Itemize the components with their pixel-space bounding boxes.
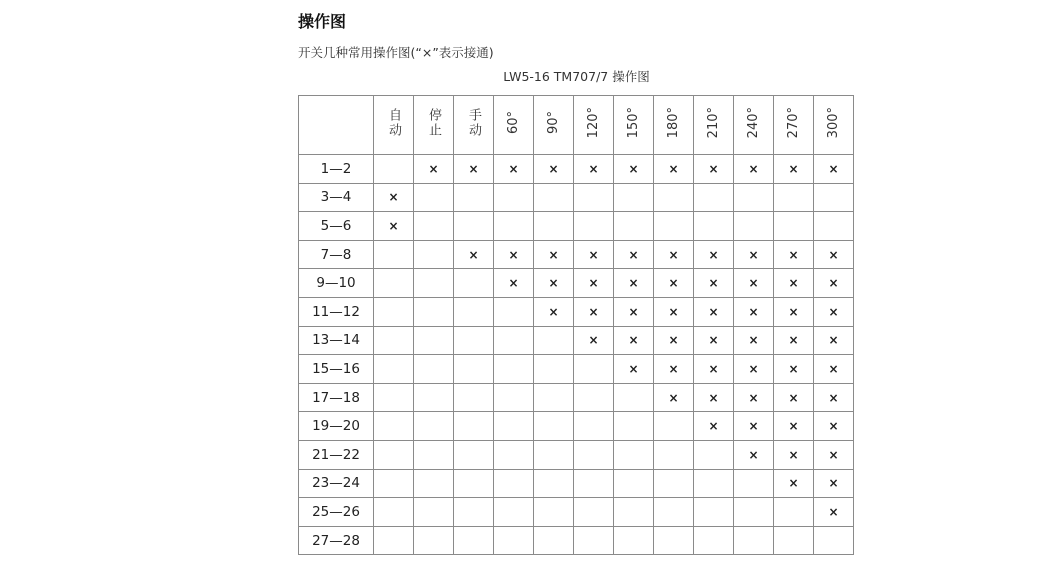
position-cell — [494, 412, 534, 441]
closed-mark: × — [588, 276, 599, 291]
position-cell — [654, 297, 694, 326]
closed-mark: × — [588, 247, 599, 262]
position-cell — [814, 440, 854, 469]
position-cell — [494, 498, 534, 527]
position-cell — [814, 355, 854, 384]
contact-pair-label: 21—22 — [299, 440, 374, 469]
closed-mark: × — [548, 161, 559, 176]
closed-mark: × — [588, 304, 599, 319]
position-cell — [454, 355, 494, 384]
diagram-description: 开关几种常用操作图(“×”表示接通) — [298, 45, 494, 60]
position-cell — [374, 440, 414, 469]
position-cell — [734, 240, 774, 269]
position-cell — [414, 498, 454, 527]
position-cell — [654, 383, 694, 412]
closed-mark: × — [668, 333, 679, 348]
closed-mark: × — [788, 419, 799, 434]
position-cell — [654, 212, 694, 241]
position-cell — [414, 383, 454, 412]
closed-mark: × — [748, 247, 759, 262]
closed-mark: × — [628, 304, 639, 319]
column-header-label: 60° — [506, 111, 521, 135]
position-cell — [574, 269, 614, 298]
position-cell — [614, 297, 654, 326]
position-cell — [574, 469, 614, 498]
position-cell — [614, 383, 654, 412]
column-header — [614, 96, 654, 155]
position-cell — [494, 526, 534, 555]
position-cell — [374, 240, 414, 269]
column-header — [654, 96, 694, 155]
position-cell — [494, 240, 534, 269]
closed-mark: × — [828, 419, 839, 434]
position-cell — [414, 240, 454, 269]
position-cell — [814, 212, 854, 241]
position-cell — [654, 412, 694, 441]
position-cell — [454, 412, 494, 441]
position-cell — [454, 155, 494, 184]
position-cell — [614, 212, 654, 241]
column-header-label: 300° — [826, 107, 841, 139]
position-cell — [414, 155, 454, 184]
closed-mark: × — [668, 247, 679, 262]
position-cell — [454, 297, 494, 326]
column-header — [414, 96, 454, 155]
contact-pair-label: 15—16 — [299, 355, 374, 384]
position-cell — [614, 498, 654, 527]
corner-cell — [299, 96, 374, 155]
closed-mark: × — [788, 333, 799, 348]
closed-mark: × — [828, 476, 839, 491]
closed-mark: × — [668, 361, 679, 376]
position-cell — [774, 526, 814, 555]
table-body — [299, 155, 854, 555]
position-cell — [454, 212, 494, 241]
position-cell — [574, 155, 614, 184]
table-row — [299, 440, 854, 469]
contact-pair-label: 19—20 — [299, 412, 374, 441]
position-cell — [534, 297, 574, 326]
closed-mark: × — [668, 161, 679, 176]
position-cell — [654, 469, 694, 498]
closed-mark: × — [548, 304, 559, 319]
position-cell — [574, 412, 614, 441]
position-cell — [494, 355, 534, 384]
position-cell — [694, 326, 734, 355]
closed-mark: × — [628, 361, 639, 376]
position-cell — [454, 326, 494, 355]
closed-mark: × — [828, 304, 839, 319]
position-cell — [814, 240, 854, 269]
position-cell — [774, 183, 814, 212]
table-row — [299, 212, 854, 241]
position-cell — [814, 469, 854, 498]
position-cell — [374, 269, 414, 298]
position-cell — [734, 297, 774, 326]
contact-pair-label: 27—28 — [299, 526, 374, 555]
position-cell — [814, 498, 854, 527]
position-cell — [814, 326, 854, 355]
column-header-label: 120° — [586, 107, 601, 139]
column-header — [374, 96, 414, 155]
position-cell — [574, 440, 614, 469]
position-cell — [614, 183, 654, 212]
closed-mark: × — [748, 447, 759, 462]
position-cell — [534, 212, 574, 241]
position-cell — [734, 412, 774, 441]
position-cell — [494, 383, 534, 412]
column-header-label: 手动 — [466, 108, 481, 138]
column-header-label: 270° — [786, 107, 801, 139]
position-cell — [774, 297, 814, 326]
position-cell — [374, 469, 414, 498]
position-cell — [374, 412, 414, 441]
closed-mark: × — [468, 247, 479, 262]
position-cell — [414, 269, 454, 298]
closed-mark: × — [788, 447, 799, 462]
position-cell — [574, 526, 614, 555]
closed-mark: × — [468, 161, 479, 176]
position-cell — [494, 440, 534, 469]
position-cell — [774, 269, 814, 298]
position-cell — [454, 183, 494, 212]
position-cell — [454, 269, 494, 298]
closed-mark: × — [428, 161, 439, 176]
position-cell — [374, 355, 414, 384]
table-row — [299, 326, 854, 355]
closed-mark: × — [548, 276, 559, 291]
closed-mark: × — [588, 161, 599, 176]
position-cell — [734, 326, 774, 355]
position-cell — [734, 498, 774, 527]
position-cell — [534, 269, 574, 298]
closed-mark: × — [628, 247, 639, 262]
position-cell — [814, 155, 854, 184]
closed-mark: × — [828, 276, 839, 291]
position-cell — [574, 297, 614, 326]
position-cell — [574, 183, 614, 212]
position-cell — [734, 355, 774, 384]
position-cell — [774, 212, 814, 241]
position-cell — [814, 412, 854, 441]
position-cell — [694, 526, 734, 555]
contact-pair-label: 11—12 — [299, 297, 374, 326]
position-cell — [774, 412, 814, 441]
closed-mark: × — [708, 161, 719, 176]
closed-mark: × — [588, 333, 599, 348]
position-cell — [694, 440, 734, 469]
position-cell — [614, 412, 654, 441]
position-cell — [734, 440, 774, 469]
table-row — [299, 155, 854, 184]
position-cell — [694, 469, 734, 498]
closed-mark: × — [708, 276, 719, 291]
closed-mark: × — [788, 161, 799, 176]
closed-mark: × — [748, 419, 759, 434]
position-cell — [534, 469, 574, 498]
closed-mark: × — [788, 390, 799, 405]
closed-mark: × — [828, 447, 839, 462]
closed-mark: × — [668, 390, 679, 405]
closed-mark: × — [628, 276, 639, 291]
position-cell — [774, 355, 814, 384]
position-cell — [774, 440, 814, 469]
position-cell — [494, 297, 534, 326]
position-cell — [414, 326, 454, 355]
position-cell — [774, 326, 814, 355]
position-cell — [614, 326, 654, 355]
position-cell — [494, 155, 534, 184]
position-cell — [574, 355, 614, 384]
position-cell — [574, 212, 614, 241]
position-cell — [374, 297, 414, 326]
contact-pair-label: 25—26 — [299, 498, 374, 527]
closed-mark: × — [828, 361, 839, 376]
position-cell — [574, 383, 614, 412]
closed-mark: × — [788, 247, 799, 262]
position-cell — [654, 526, 694, 555]
position-cell — [414, 212, 454, 241]
position-cell — [414, 355, 454, 384]
position-cell — [534, 183, 574, 212]
position-cell — [694, 212, 734, 241]
position-cell — [414, 526, 454, 555]
closed-mark: × — [828, 333, 839, 348]
table-caption: LW5-16 TM707/7 操作图 — [503, 69, 650, 84]
table-row — [299, 269, 854, 298]
column-header — [574, 96, 614, 155]
closed-mark: × — [668, 304, 679, 319]
position-cell — [694, 498, 734, 527]
column-header-label: 240° — [746, 107, 761, 139]
column-header — [694, 96, 734, 155]
position-cell — [374, 212, 414, 241]
position-cell — [414, 469, 454, 498]
position-cell — [694, 383, 734, 412]
closed-mark: × — [828, 161, 839, 176]
position-cell — [574, 498, 614, 527]
position-cell — [654, 355, 694, 384]
contact-pair-label: 5—6 — [299, 212, 374, 241]
position-cell — [374, 383, 414, 412]
contact-pair-label: 3—4 — [299, 183, 374, 212]
closed-mark: × — [788, 361, 799, 376]
closed-mark: × — [548, 247, 559, 262]
table-row — [299, 383, 854, 412]
position-cell — [734, 212, 774, 241]
position-cell — [614, 526, 654, 555]
contact-pair-label: 1—2 — [299, 155, 374, 184]
table-row — [299, 526, 854, 555]
position-cell — [694, 240, 734, 269]
position-cell — [734, 155, 774, 184]
column-header — [454, 96, 494, 155]
position-cell — [814, 297, 854, 326]
position-cell — [694, 183, 734, 212]
position-cell — [534, 326, 574, 355]
closed-mark: × — [508, 161, 519, 176]
position-cell — [654, 326, 694, 355]
position-cell — [814, 269, 854, 298]
operation-table — [298, 95, 854, 555]
position-cell — [454, 383, 494, 412]
closed-mark: × — [828, 504, 839, 519]
column-header — [534, 96, 574, 155]
closed-mark: × — [788, 304, 799, 319]
position-cell — [534, 440, 574, 469]
table-row — [299, 240, 854, 269]
position-cell — [734, 183, 774, 212]
position-cell — [614, 269, 654, 298]
table-row — [299, 469, 854, 498]
closed-mark: × — [748, 333, 759, 348]
closed-mark: × — [788, 276, 799, 291]
position-cell — [534, 383, 574, 412]
position-cell — [454, 526, 494, 555]
position-cell — [414, 412, 454, 441]
position-cell — [454, 440, 494, 469]
closed-mark: × — [388, 190, 399, 205]
column-header-label: 180° — [666, 107, 681, 139]
closed-mark: × — [828, 247, 839, 262]
position-cell — [694, 355, 734, 384]
position-cell — [814, 183, 854, 212]
closed-mark: × — [708, 304, 719, 319]
position-cell — [774, 469, 814, 498]
closed-mark: × — [708, 361, 719, 376]
contact-pair-label: 23—24 — [299, 469, 374, 498]
position-cell — [814, 526, 854, 555]
closed-mark: × — [708, 390, 719, 405]
position-cell — [694, 269, 734, 298]
position-cell — [494, 269, 534, 298]
closed-mark: × — [748, 390, 759, 405]
position-cell — [694, 412, 734, 441]
position-cell — [374, 526, 414, 555]
closed-mark: × — [828, 390, 839, 405]
column-header — [734, 96, 774, 155]
position-cell — [534, 498, 574, 527]
position-cell — [454, 469, 494, 498]
closed-mark: × — [788, 476, 799, 491]
closed-mark: × — [508, 276, 519, 291]
position-cell — [574, 326, 614, 355]
position-cell — [814, 383, 854, 412]
table-row — [299, 498, 854, 527]
closed-mark: × — [628, 161, 639, 176]
position-cell — [374, 183, 414, 212]
position-cell — [454, 240, 494, 269]
position-cell — [654, 269, 694, 298]
table-row — [299, 355, 854, 384]
closed-mark: × — [748, 361, 759, 376]
position-cell — [574, 240, 614, 269]
position-cell — [534, 240, 574, 269]
position-cell — [534, 155, 574, 184]
column-header — [774, 96, 814, 155]
contact-pair-label: 13—14 — [299, 326, 374, 355]
position-cell — [654, 498, 694, 527]
position-cell — [414, 183, 454, 212]
contact-pair-label: 9—10 — [299, 269, 374, 298]
position-cell — [734, 526, 774, 555]
position-cell — [774, 383, 814, 412]
position-cell — [534, 526, 574, 555]
contact-pair-label: 7—8 — [299, 240, 374, 269]
position-cell — [494, 326, 534, 355]
closed-mark: × — [708, 333, 719, 348]
table-row — [299, 183, 854, 212]
table-row — [299, 412, 854, 441]
column-header — [494, 96, 534, 155]
position-cell — [734, 469, 774, 498]
column-header-label: 停止 — [426, 108, 441, 138]
position-cell — [654, 440, 694, 469]
position-cell — [494, 183, 534, 212]
position-cell — [374, 155, 414, 184]
column-header-label: 90° — [546, 111, 561, 135]
column-header-label: 自动 — [386, 108, 401, 138]
closed-mark: × — [708, 419, 719, 434]
closed-mark: × — [668, 276, 679, 291]
position-cell — [494, 469, 534, 498]
position-cell — [614, 155, 654, 184]
closed-mark: × — [748, 304, 759, 319]
position-cell — [614, 355, 654, 384]
position-cell — [414, 440, 454, 469]
closed-mark: × — [708, 247, 719, 262]
position-cell — [774, 498, 814, 527]
closed-mark: × — [628, 333, 639, 348]
position-cell — [534, 412, 574, 441]
position-cell — [774, 155, 814, 184]
position-cell — [734, 383, 774, 412]
position-cell — [614, 440, 654, 469]
position-cell — [654, 155, 694, 184]
position-cell — [654, 183, 694, 212]
position-cell — [774, 240, 814, 269]
position-cell — [614, 469, 654, 498]
position-cell — [374, 326, 414, 355]
column-header-label: 150° — [626, 107, 641, 139]
position-cell — [614, 240, 654, 269]
position-cell — [694, 155, 734, 184]
table-row — [299, 297, 854, 326]
closed-mark: × — [508, 247, 519, 262]
contact-pair-label: 17—18 — [299, 383, 374, 412]
position-cell — [414, 297, 454, 326]
position-cell — [694, 297, 734, 326]
position-cell — [534, 355, 574, 384]
column-header-label: 210° — [706, 107, 721, 139]
header-row — [299, 96, 854, 155]
position-cell — [734, 269, 774, 298]
position-cell — [494, 212, 534, 241]
position-cell — [374, 498, 414, 527]
closed-mark: × — [748, 161, 759, 176]
closed-mark: × — [748, 276, 759, 291]
column-header — [814, 96, 854, 155]
position-cell — [654, 240, 694, 269]
position-cell — [454, 498, 494, 527]
section-heading: 操作图 — [298, 12, 347, 31]
closed-mark: × — [388, 218, 399, 233]
